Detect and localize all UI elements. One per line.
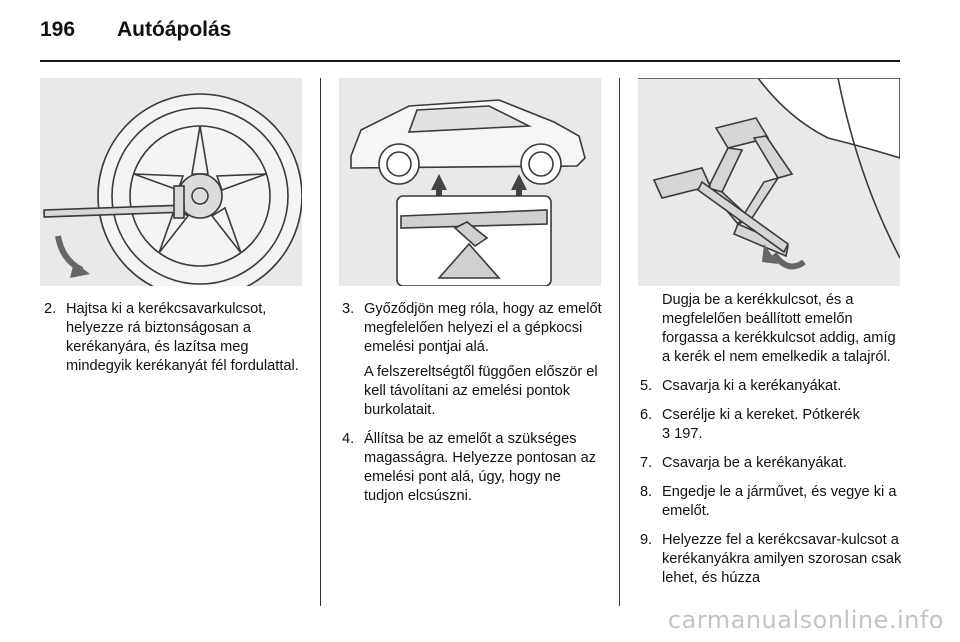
step-5: [640, 377, 902, 396]
step-text: Cserélje ki a kereket. Pótkerék: [662, 407, 860, 423]
step-number: 5.: [640, 378, 653, 394]
step-3: [342, 300, 604, 357]
step-7: [640, 454, 902, 473]
step-9: [640, 531, 902, 588]
jack-crank-illustration: [638, 78, 900, 286]
step-number: 2.: [44, 301, 57, 317]
column-2-text: [342, 300, 604, 516]
step-8: [640, 483, 902, 521]
step-2: [44, 300, 300, 376]
step-6: [640, 406, 902, 444]
column-1-text: [44, 300, 300, 386]
step-number: 9.: [640, 532, 653, 548]
column-divider-1: [320, 78, 321, 606]
wheel-wrench-illustration: [40, 78, 302, 286]
step-number: 8.: [640, 484, 653, 500]
page-number: 196: [40, 18, 76, 41]
wheel-wrench-figure: [40, 78, 302, 286]
step-number: 7.: [640, 455, 653, 471]
step-text: Hajtsa ki a kerékcsavarkulcsot, helyezze rá biztonságosan a kerékanyára, és lazítsa meg mindegyik kerékanyát fél fordulattal.: [66, 301, 299, 374]
step-3-note: A felszereltségtől függően először el kell távolítani az emelési pontok burkolatait.: [364, 364, 598, 418]
step-number: 6.: [640, 407, 653, 423]
header-rule: [40, 60, 900, 62]
step-text: Állítsa be az emelőt a szükséges magasságra. Helyezze pontosan az emelési pont alá, úgy, hogy ne tudjon elcsúszni.: [364, 431, 597, 504]
step-text: Győződjön meg róla, hogy az emelőt megfelelően helyezi el a gépkocsi emelési pontjai alá.: [364, 301, 602, 355]
column-divider-2: [619, 78, 620, 606]
jack-crank-figure: [638, 78, 900, 286]
jack-points-figure: [339, 78, 601, 286]
jack-points-illustration: [339, 78, 601, 286]
step-4-continuation: Dugja be a kerékkulcsot, és a megfelelően beállított emelőn forgassa a kerékkulcsot addig, amíg a kerék el nem emelkedik a talajról.: [662, 292, 896, 365]
watermark: carmanualsonline.info: [667, 606, 944, 634]
column-3-text: [640, 291, 902, 598]
step-number: 4.: [342, 431, 355, 447]
step-text: Csavarja be a kerékanyákat.: [662, 455, 847, 471]
page-reference-link[interactable]: 3 197.: [662, 426, 703, 442]
step-text: Engedje le a járművet, és vegye ki a emelőt.: [662, 484, 897, 519]
step-number: 3.: [342, 301, 355, 317]
step-text: Csavarja ki a kerékanyákat.: [662, 378, 842, 394]
step-4: [342, 430, 604, 506]
step-text: Helyezze fel a kerékcsavar-kulcsot a kerékanyákra amilyen szorosan csak lehet, és húzza: [662, 532, 902, 586]
page-title: Autóápolás: [117, 18, 232, 41]
